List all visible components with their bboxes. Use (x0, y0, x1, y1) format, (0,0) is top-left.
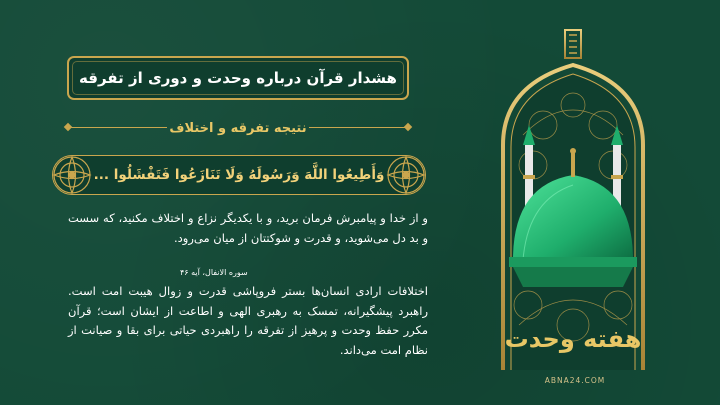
arabesque-ornament-right-icon (383, 152, 429, 198)
commentary-paragraph: اختلافات ارادی انسان‌ها بستر فروپاشی قدرت و زوال هیبت امت است. راهبرد پیشگیرانه، تمسک به رهبری الهی و اطاعت از ایشان است؛ قرآن مکرر حفظ وحدت و پرهیز از تفرقه را راهبردی حیاتی برای بقا و صیانت از نظام امت می‌داند. (68, 284, 428, 357)
mosque-dome-emblem (483, 25, 663, 375)
subtitle: نتیجه تفرقه و اختلاف (169, 120, 307, 136)
subtitle-row (67, 117, 409, 139)
page-title: هشدار قرآن درباره وحدت و دوری از تفرقه (79, 69, 397, 87)
finial-icon (565, 30, 581, 58)
verse-source: سوره الانفال، آیه ۴۶ (180, 268, 248, 277)
unity-week-calligraphy: هفته وحدت (504, 325, 642, 353)
verse-translation: و از خدا و پیامبرش فرمان برید، و با یکدیگر نزاع و اختلاف مکنید، که سست و بد دل می‌شوید، و قدرت و شوکتتان از میان می‌رود. (68, 211, 428, 245)
ornament-left (67, 127, 167, 128)
ornament-right (309, 127, 409, 128)
title-box (67, 56, 409, 100)
site-url[interactable]: ABNA24.COM (544, 376, 606, 385)
verse-banner (52, 155, 426, 195)
quran-verse: وَأَطِيعُوا اللَّهَ وَرَسُولَهُ وَلَا تَنَازَعُوا فَتَفْشَلُوا ... (93, 167, 385, 183)
arabesque-ornament-left-icon (49, 152, 95, 198)
